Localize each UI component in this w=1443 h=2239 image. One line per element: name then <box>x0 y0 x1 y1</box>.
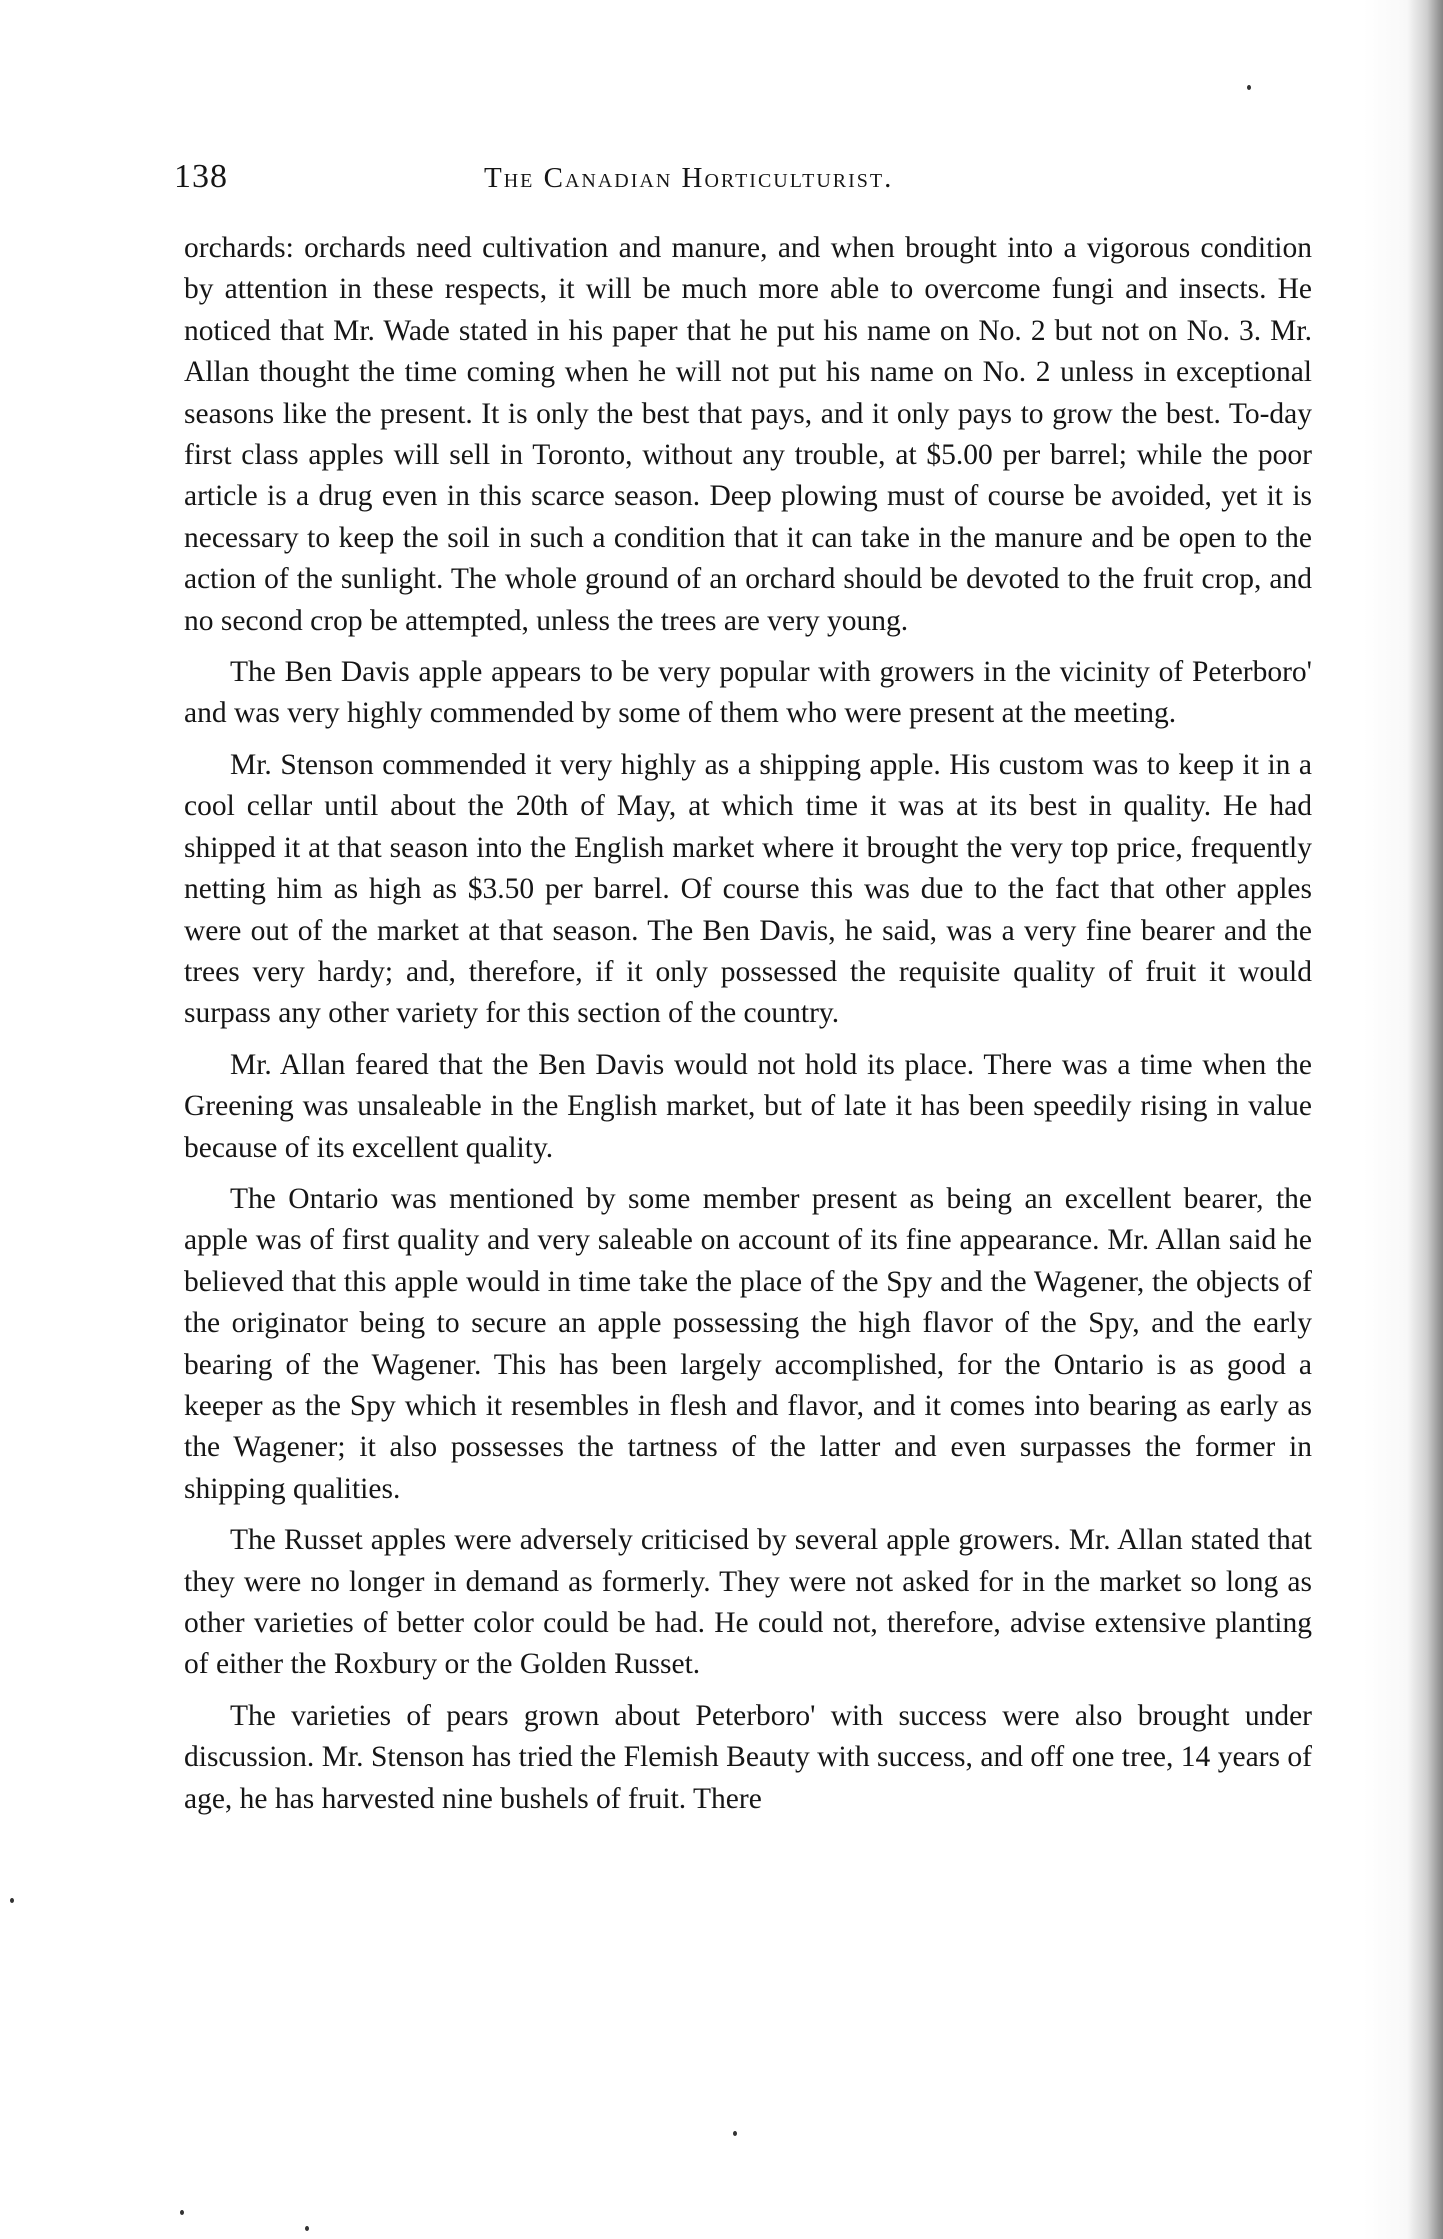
paragraph: Mr. Stenson commended it very highly as a shipping apple. His custom was to keep it in a cool cellar until about the 20th of May, at which time it was at its best in quality. He had shipped it at that season into the English market where it brought the very top price, frequently netting him as high as $3.50 per barrel. Of course this was due to the fact that other apples were out of the market at that season. The Ben Davis, he said, was a very fine bearer and the trees very hardy; and, therefore, if it only possessed the requisite quality of fruit it would surpass any other variety for this section of the country. <box>184 748 1312 1030</box>
scan-speck <box>180 2210 184 2215</box>
paragraph: The Ben Davis apple appears to be very popular with growers in the vicinity of Peterboro' and was very highly commended by some of them who were present at the meeting. <box>184 656 1312 730</box>
journal-title: The Canadian Horticulturist. <box>484 162 894 194</box>
paragraph: The Ontario was mentioned by some member present as being an excellent bearer, the apple was of first quality and very saleable on account of its fine appearance. Mr. Allan said he believed that this apple would in time take the place of the Spy and the Wagener, the objects of the originator being to secure an apple possessing the high flavor of the Spy, and the early bearing of the Wagener. This has been largely accomplished, for the Ontario is as good a keeper as the Spy which it resembles in flesh and flavor, and it comes into bearing as early as the Wagener; it also possesses the tartness of the latter and even surpasses the former in shipping qualities. <box>184 1182 1312 1505</box>
running-head <box>174 158 1314 202</box>
page-number: 138 <box>174 158 228 195</box>
scan-speck <box>305 2226 309 2231</box>
scan-speck <box>10 1898 14 1903</box>
paragraph: The varieties of pears grown about Peterboro' with success were also brought under discussion. Mr. Stenson has tried the Flemish Beauty with success, and off one tree, 14 years of age, he has harvested nine bushels of fruit. There <box>184 1699 1312 1815</box>
scan-speck <box>1247 85 1251 90</box>
paragraph: The Russet apples were adversely criticised by several apple growers. Mr. Allan stated that they were no longer in demand as formerly. They were not asked for in the market so long as other varieties of better color could be had. He could not, therefore, advise extensive planting of either the Roxbury or the Golden Russet. <box>184 1524 1312 1681</box>
paragraph: Mr. Allan feared that the Ben Davis would not hold its place. There was a time when the Greening was unsaleable in the English market, but of late it has been speedily rising in value because of its excellent quality. <box>184 1048 1312 1164</box>
body-text <box>184 228 1312 1830</box>
scan-speck <box>733 2131 737 2136</box>
paragraph: orchards: orchards need cultivation and manure, and when brought into a vigorous condition by attention in these respects, it will be much more able to overcome fungi and insects. He noticed that Mr. Wade stated in his paper that he put his name on No. 2 but not on No. 3. Mr. Allan thought the time coming when he will not put his name on No. 2 unless in exceptional seasons like the present. It is only the best that pays, and it only pays to grow the best. To-day first class apples will sell in Toronto, without any trouble, at $5.00 per barrel; while the poor article is a drug even in this scarce season. Deep plowing must of course be avoided, yet it is necessary to keep the soil in such a condition that it can take in the manure and be open to the action of the sunlight. The whole ground of an orchard should be devoted to the fruit crop, and no second crop be attempted, unless the trees are very young. <box>184 232 1312 637</box>
page-edge-shadow <box>1363 0 1443 2239</box>
